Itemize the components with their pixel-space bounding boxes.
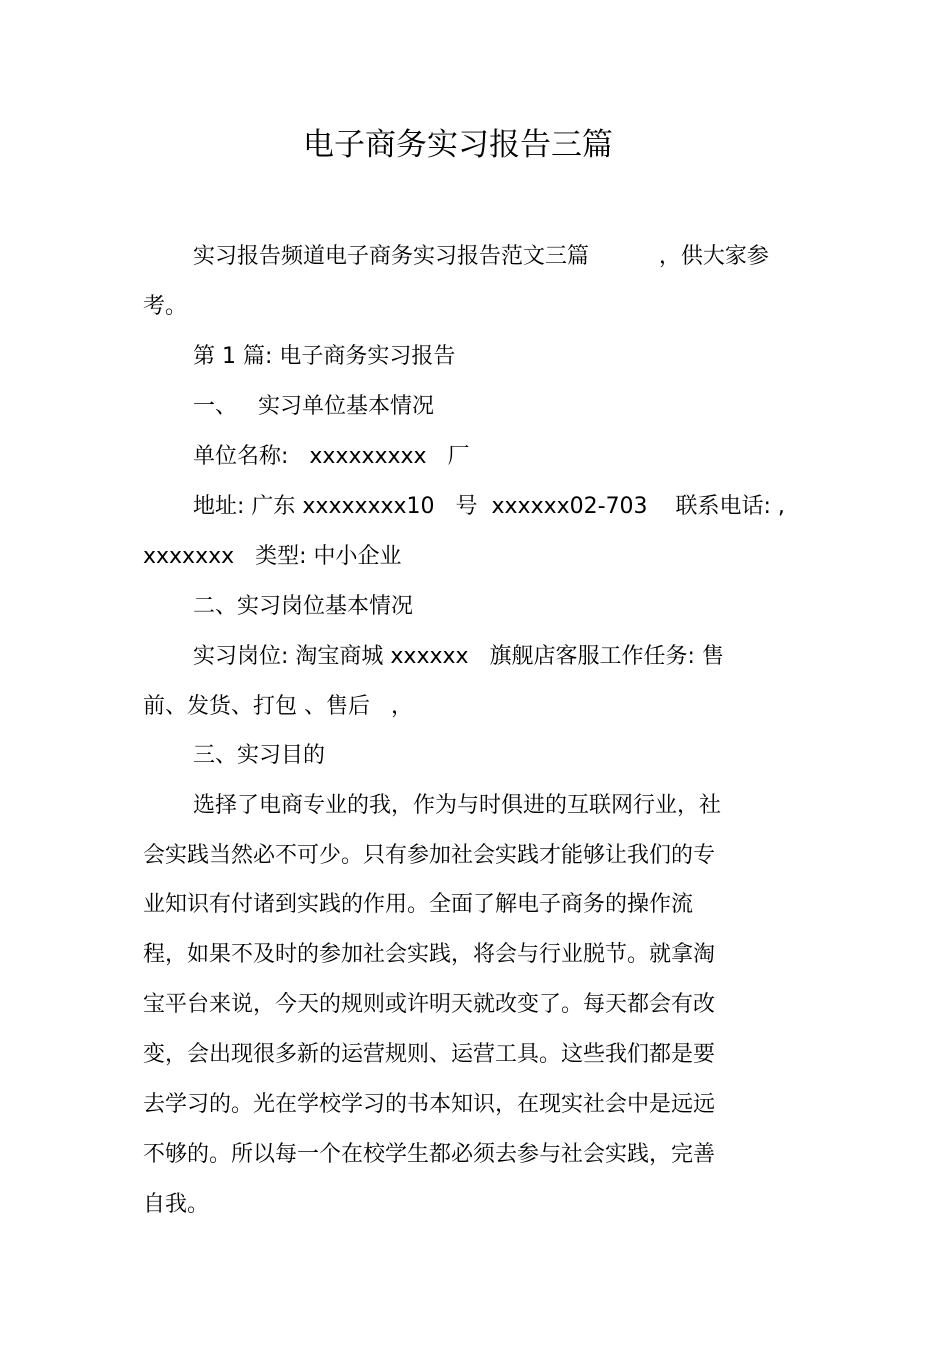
company-name-line: 单位名称: xxxxxxxxx 厂 [193,444,470,469]
address-line: 地址: 广东 xxxxxxxx10 号 xxxxxx02-703 联系电话: , [193,494,785,519]
page-title: 电子商务实习报告三篇 [303,127,613,163]
intro-line-2: 考。 [143,294,188,319]
paragraph-line: 选择了电商专业的我，作为与时俱进的互联网行业，社 [193,793,722,818]
company-type-line: xxxxxxx 类型: 中小企业 [143,544,402,569]
section-heading-part-1: 第 1 篇: 电子商务实习报告 [193,344,456,369]
intro-line-1: 实习报告频道电子商务实习报告范文三篇 ，供大家参 [193,244,769,269]
paragraph-line: 去学习的。光在学校学习的书本知识，在现实社会中是远远 [143,1092,716,1117]
paragraph-line: 会实践当然必不可少。只有参加社会实践才能够让我们的专 [143,843,716,868]
paragraph-line: 变，会出现很多新的运营规则、运营工具。这些我们都是要 [143,1042,716,1067]
tasks-line: 前、发货、打包 、售后 ， [143,694,413,719]
section-heading-2: 二、实习岗位基本情况 [193,594,414,619]
section-heading-1: 一、 实习单位基本情况 [193,394,434,419]
paragraph-line: 程，如果不及时的参加社会实践，将会与行业脱节。就拿淘 [143,942,716,967]
paragraph-line: 自我。 [143,1192,210,1217]
paragraph-line: 不够的。所以每一个在校学生都必须去参与社会实践，完善 [143,1142,716,1167]
position-line: 实习岗位: 淘宝商城 xxxxxx 旗舰店客服工作任务: 售 [193,644,724,669]
section-heading-3: 三、实习目的 [193,743,326,768]
paragraph-line: 宝平台来说，今天的规则或许明天就改变了。每天都会有改 [143,992,716,1017]
paragraph-line: 业知识有付诸到实践的作用。全面了解电子商务的操作流 [143,892,694,917]
